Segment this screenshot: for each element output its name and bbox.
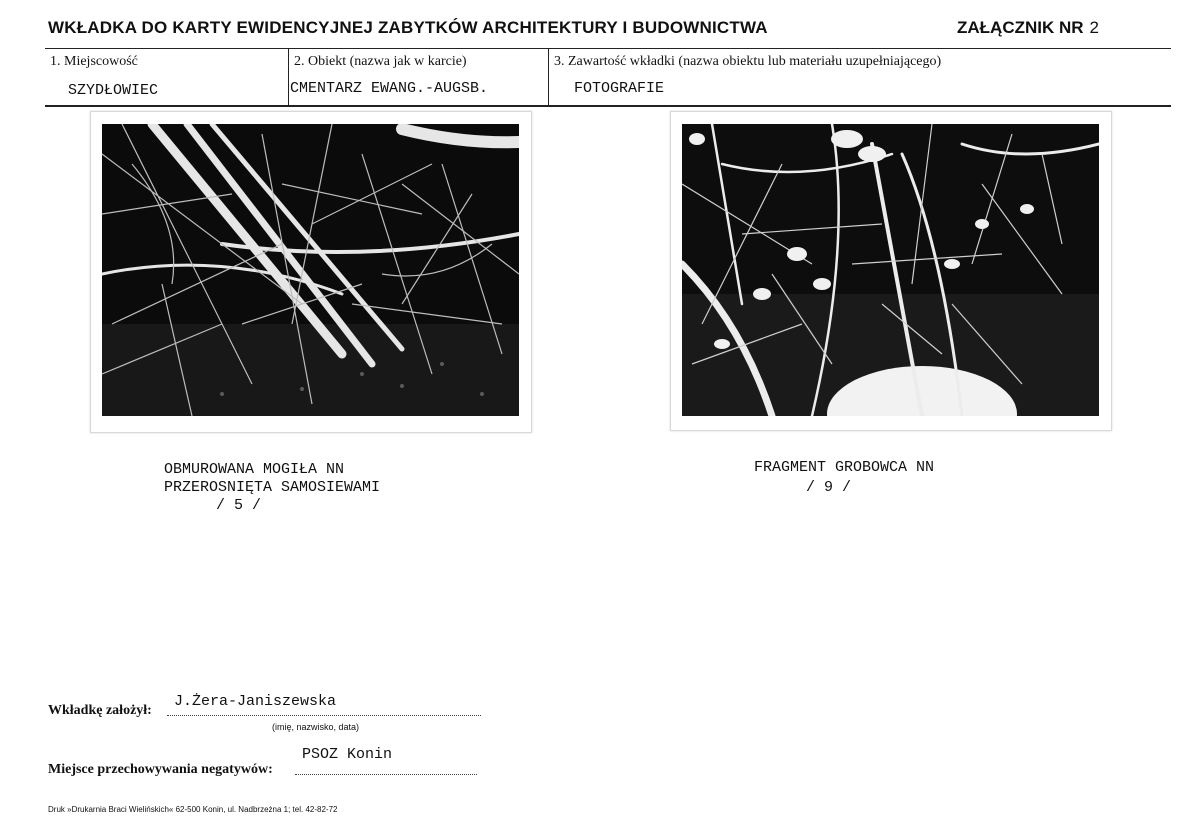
photo-1-number: / 5 / [216,497,262,514]
annex-number: 2 [1089,18,1100,37]
field-divider-2 [548,49,549,105]
printer-imprint: Druk »Drukarnia Braci Wielińskich« 62-500 Konin, ul. Nadbrzeżna 1; tel. 42-82-72 [48,805,338,814]
negatives-value: PSOZ Konin [302,746,393,763]
photo-2-number: / 9 / [806,479,852,496]
author-hint: (imię, nazwisko, data) [272,722,360,732]
photo-tomb-fragment-image [682,124,1099,416]
author-dotted-line [167,714,481,716]
annex-label-text: ZAŁĄCZNIK NR [957,18,1084,37]
object-value: CMENTARZ EWANG.-AUGSB. [290,80,489,97]
form-title: WKŁADKA DO KARTY EWIDENCYJNEJ ZABYTKÓW ARCHITEKTURY I BUDOWNICTWA [48,18,768,37]
photo-grave-overgrown [90,111,532,433]
author-label: Wkładkę założył: [48,703,152,718]
locality-value: SZYDŁOWIEC [68,82,159,99]
photo-2-caption: FRAGMENT GROBOWCA NN [754,459,935,476]
content-label: 3. Zawartość wkładki (nazwa obiektu lub materiału uzupełniającego) [554,54,942,69]
photo-1-caption-line-2: PRZEROSNIĘTA SAMOSIEWAMI [164,479,381,496]
field-divider-1 [288,49,289,105]
content-value: FOTOGRAFIE [574,80,665,97]
negatives-label: Miejsce przechowywania negatywów: [48,762,273,777]
annex-label [957,18,1099,38]
header-top-rule [45,48,1171,49]
photo-tomb-fragment [670,111,1112,431]
author-value: J.Żera-Janiszewska [174,693,337,710]
negatives-dotted-line [295,773,477,775]
object-label: 2. Obiekt (nazwa jak w karcie) [294,54,467,69]
photo-grave-overgrown-image [102,124,519,416]
header-bottom-rule [45,105,1171,107]
photo-1-caption-line-1: OBMUROWANA MOGIŁA NN [164,461,345,478]
locality-label: 1. Miejscowość [50,54,138,69]
